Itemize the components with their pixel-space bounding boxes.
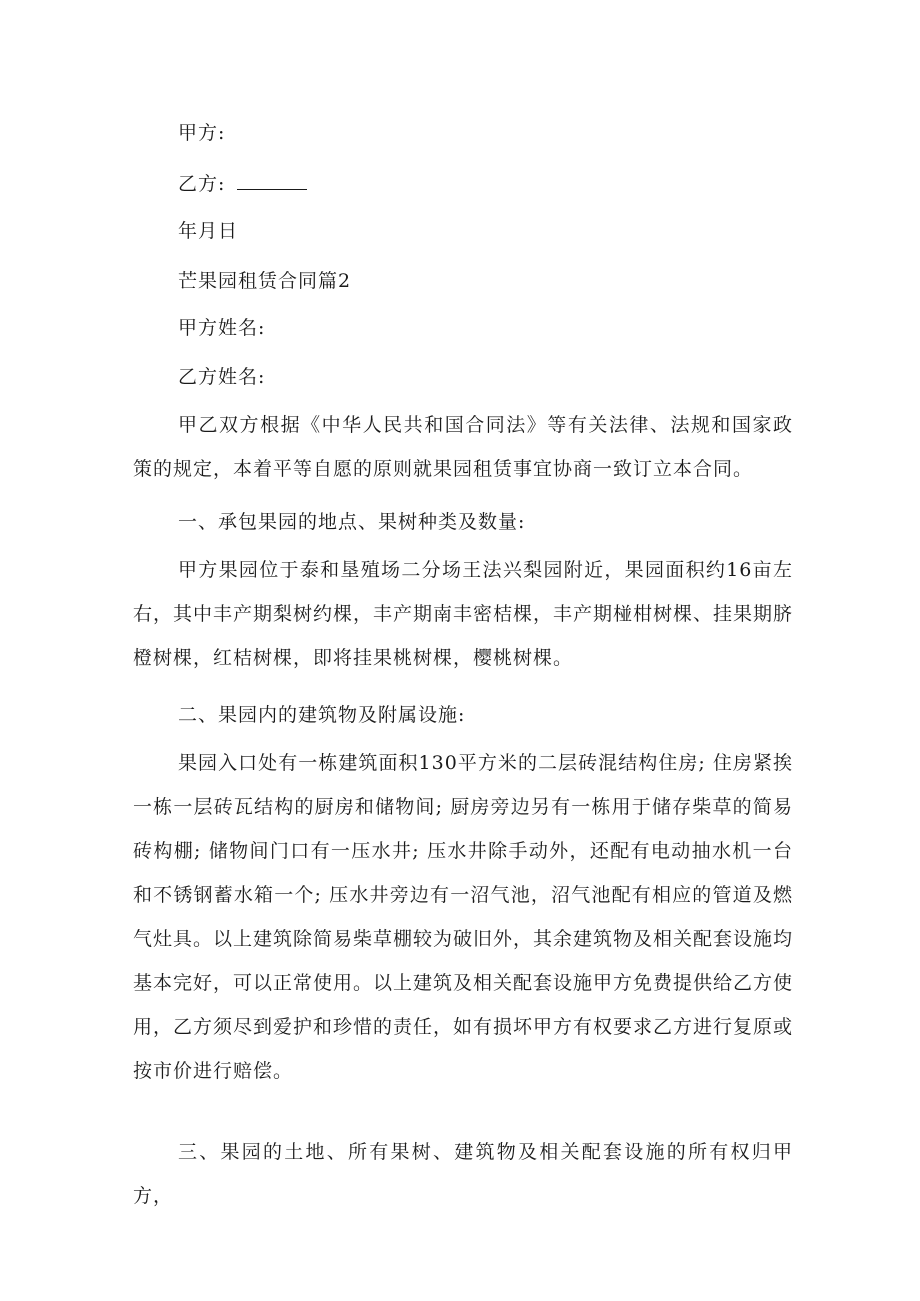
intro-paragraph: 甲乙双方根据《中华人民共和国合同法》等有关法律、法规和国家政策的规定，本着平等自愿的原则就果园租赁事宜协商一致订立本合同。 — [133, 414, 793, 480]
section2-heading: 二、果园内的建筑物及附属设施: — [178, 704, 466, 726]
contract-title: 芒果园租赁合同篇2 — [178, 270, 352, 292]
party-a-name-label: 甲方姓名: — [178, 317, 266, 339]
section3-paragraph: 三、果园的土地、所有果树、建筑物及相关配套设施的所有权归甲方， — [133, 1141, 793, 1207]
party-b-line — [178, 171, 307, 196]
section2-paragraph: 果园入口处有一栋建筑面积130平方米的二层砖混结构住房; 住房紧挨一栋一层砖瓦结构的厨房和储物间; 厨房旁边另有一栋用于储存柴草的简易砖构棚; 储物间门口有一压水井; 压水井除手动外，还配有电动抽水机一台和不锈钢蓄水箱一个; 压水井旁边有一沼气池，沼气池配有相应的管道及燃气灶具。以上建筑除简易柴草棚较为破旧外，其余建筑物及相关配套设施均基本完好，可以正常使用。以上建筑及相关配套设施甲方免费提供给乙方使用，乙方须尽到爱护和珍惜的责任，如有损坏甲方有权要求乙方进行复原或按市价进行赔偿。 — [133, 752, 794, 1082]
party-b-label: 乙方: — [178, 173, 226, 195]
section1-paragraph: 甲方果园位于泰和垦殖场二分场王法兴梨园附近，果园面积约16亩左右，其中丰产期梨树约棵，丰产期南丰密桔棵，丰产期椪柑树棵、挂果期脐橙树棵，红桔树棵，即将挂果桃树棵，樱桃树棵。 — [133, 559, 794, 669]
date-line: 年月日 — [178, 220, 239, 242]
party-a-label: 甲方: — [178, 122, 226, 144]
party-b-blank — [237, 171, 307, 190]
party-b-name-label: 乙方姓名: — [178, 366, 266, 388]
section1-heading: 一、承包果园的地点、果树种类及数量: — [178, 511, 526, 533]
